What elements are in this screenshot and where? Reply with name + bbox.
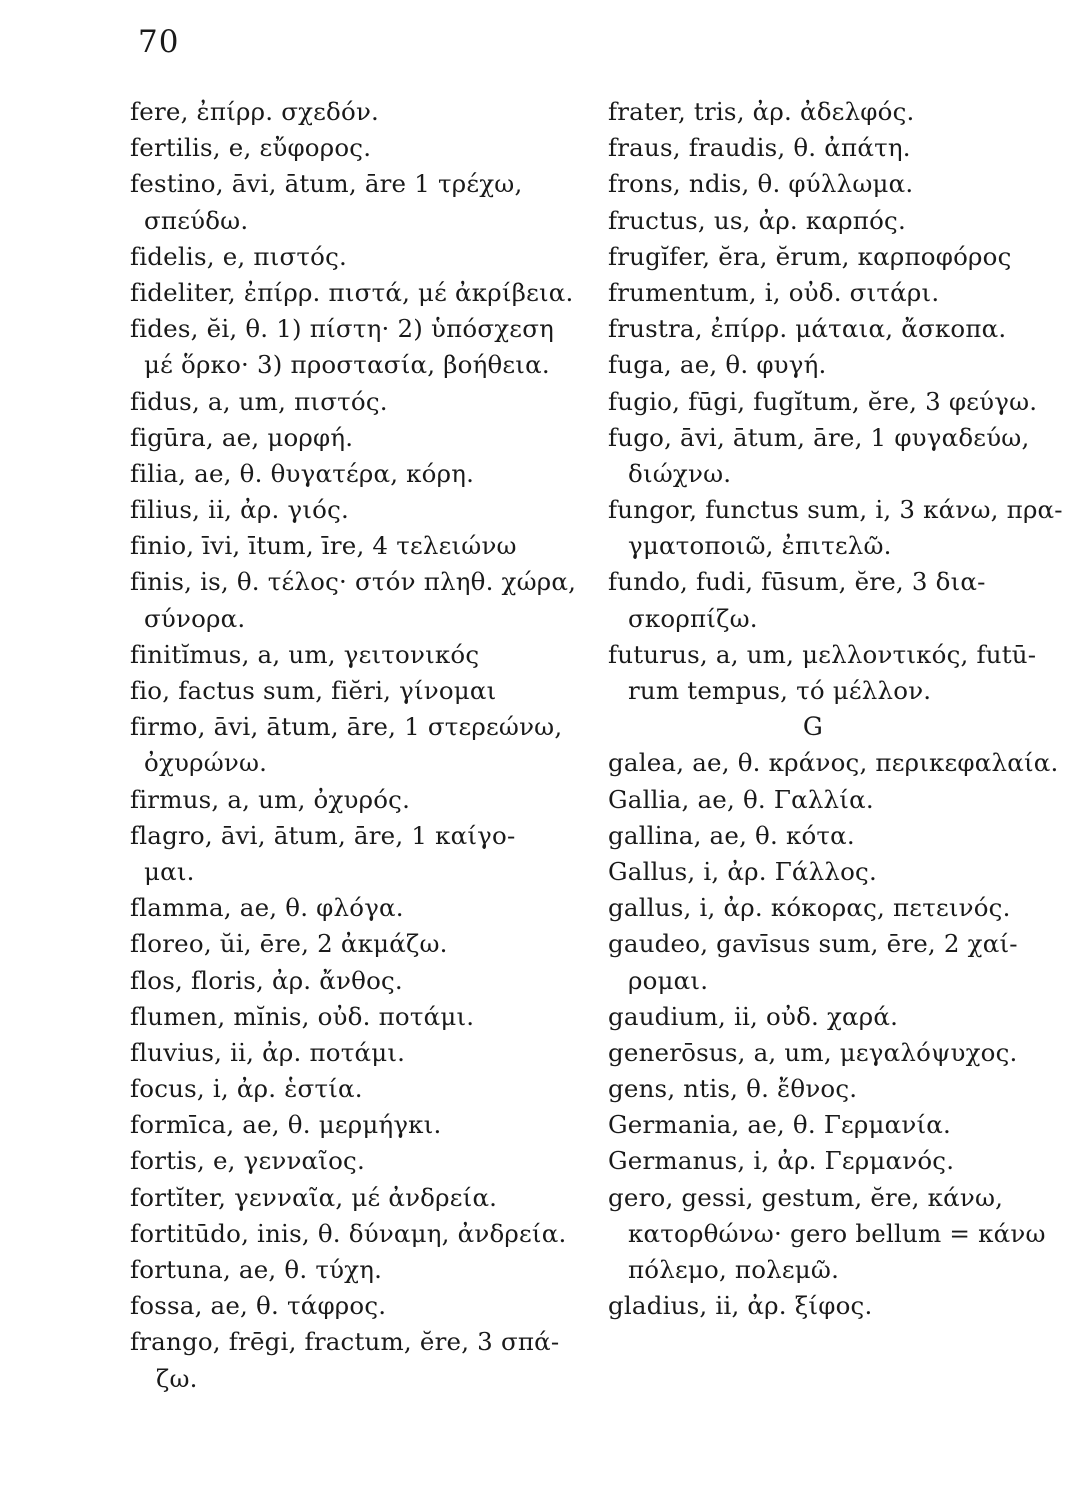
entry-continuation: rum tempus, τό μέλλον.: [628, 676, 932, 705]
entry-line: focus, i, ἀρ. ἑστία.: [130, 1074, 363, 1104]
entry-continuation: γματοποιῶ, ἐπιτελῶ.: [628, 531, 892, 561]
entry-continuation: μέ ὅρκο· 3) προστασία, βοήθεια.: [144, 350, 550, 380]
entry-line: fortis, e, γενναῖος.: [130, 1146, 365, 1176]
entry-line: fides, ĕi, θ. 1) πίστη· 2) ὑπόσχεση: [130, 314, 554, 344]
entry-line: flagro, āvi, ātum, āre, 1 καίγο-: [130, 820, 516, 850]
entry-line: gladius, ii, ἀρ. ξίφος.: [608, 1291, 873, 1321]
entry-line: firmus, a, um, ὀχυρός.: [130, 784, 411, 814]
entry-line: fortuna, ae, θ. τύχη.: [130, 1255, 383, 1284]
entry-line: festino, āvi, ātum, āre 1 τρέχω,: [130, 169, 523, 199]
entry-line: fungor, functus sum, i, 3 κάνω, πρα-: [608, 495, 1063, 525]
entry-line: fideliter, ἐπίρρ. πιστά, μέ ἀκρίβεια.: [130, 277, 574, 307]
entry-line: fossa, ae, θ. τάφρος.: [130, 1291, 387, 1321]
entry-line: fraus, fraudis, θ. ἀπάτη.: [608, 133, 911, 163]
entry-continuation: μαι.: [144, 856, 195, 886]
right-column: [608, 94, 1063, 1324]
entry-line: fidelis, e, πιστός.: [130, 241, 348, 271]
section-heading-letter: G: [802, 712, 824, 742]
entry-line: flos, floris, ἀρ. ἄνθος.: [130, 965, 403, 995]
page-number: 70: [138, 24, 180, 60]
entry-line: Germanus, i, ἀρ. Γερμανός.: [608, 1146, 955, 1176]
entry-continuation: ὀχυρώνω.: [144, 748, 268, 778]
entry-line: fugio, fūgi, fugĭtum, ĕre, 3 φεύγω.: [608, 386, 1038, 416]
entry-line: flamma, ae, θ. φλόγα.: [130, 893, 404, 923]
entry-line: fio, factus sum, fiĕri, γίνομαι: [130, 676, 497, 705]
entry-line: fundo, fudi, fūsum, ĕre, 3 δια-: [608, 567, 986, 597]
entry-line: Germania, ae, θ. Γερμανία.: [608, 1110, 952, 1140]
entry-line: gero, gessi, gestum, ĕre, κάνω,: [608, 1182, 1004, 1212]
left-column: [130, 94, 577, 1397]
entry-continuation: κατορθώνω· gero bellum = κάνω: [628, 1218, 1046, 1248]
entry-line: firmo, āvi, ātum, āre, 1 στερεώνω,: [130, 712, 563, 742]
entry-line: finitĭmus, a, um, γειτονικός: [130, 639, 480, 669]
entry-line: futurus, a, um, μελλοντικός, futū-: [608, 639, 1037, 669]
entry-line: fructus, us, ἀρ. καρπός.: [608, 205, 906, 235]
entry-line: galea, ae, θ. κράνος, περικεφαλαία.: [608, 748, 1059, 778]
entry-line: filius, ii, ἀρ. γιός.: [130, 495, 349, 525]
entry-line: fugo, āvi, ātum, āre, 1 φυγαδεύω,: [608, 422, 1030, 452]
entry-line: gallina, ae, θ. κότα.: [608, 820, 855, 850]
entry-line: formīca, ae, θ. μερμήγκι.: [130, 1110, 442, 1140]
entry-line: frustra, ἐπίρρ. μάταια, ἄσκοπα.: [608, 314, 1007, 344]
entry-line: Gallus, i, ἀρ. Γάλλος.: [608, 856, 877, 886]
entry-line: flumen, mĭnis, οὐδ. ποτάμι.: [130, 1001, 475, 1031]
entry-line: finis, is, θ. τέλος· στόν πληθ. χώρα,: [130, 567, 577, 597]
entry-continuation: σπεύδω.: [144, 205, 249, 235]
entry-continuation: σκορπίζω.: [628, 603, 758, 633]
entry-line: figūra, ae, μορφή.: [130, 422, 354, 452]
entry-line: floreo, ŭi, ēre, 2 ἀκμάζω.: [130, 929, 448, 959]
entry-continuation: ζω.: [156, 1363, 198, 1393]
entry-line: gallus, i, ἀρ. κόκορας, πετεινός.: [608, 893, 1011, 923]
entry-continuation: διώχνω.: [628, 458, 732, 488]
entry-continuation: σύνορα.: [144, 603, 246, 633]
entry-line: gens, ntis, θ. ἔθνος.: [608, 1074, 858, 1104]
entry-continuation: πόλεμο, πολεμῶ.: [628, 1255, 840, 1284]
entry-line: fere, ἐπίρρ. σχεδόν.: [130, 97, 380, 126]
entry-line: fortitūdo, inis, θ. δύναμη, ἀνδρεία.: [130, 1218, 567, 1248]
entry-line: filia, ae, θ. θυγατέρα, κόρη.: [130, 458, 475, 488]
entry-line: fidus, a, um, πιστός.: [130, 386, 388, 416]
entry-line: fertilis, e, εὔφορος.: [130, 133, 372, 163]
entry-line: frater, tris, ἀρ. ἀδελφός.: [608, 97, 915, 126]
entry-line: fuga, ae, θ. φυγή.: [608, 350, 827, 380]
entry-line: frugĭfer, ĕra, ĕrum, καρποφόρος: [608, 241, 1012, 271]
entry-line: frango, frēgi, fractum, ĕre, 3 σπά-: [130, 1327, 560, 1357]
entry-line: fluvius, ii, ἀρ. ποτάμι.: [130, 1037, 406, 1067]
entry-line: gaudeo, gavīsus sum, ēre, 2 χαί-: [608, 929, 1018, 959]
entry-line: fortĭter, γενναῖα, μέ ἀνδρεία.: [130, 1182, 498, 1212]
entry-continuation: ρομαι.: [628, 965, 709, 995]
entry-line: gaudium, ii, οὐδ. χαρά.: [608, 1001, 899, 1031]
entry-line: frumentum, i, οὐδ. σιτάρι.: [608, 277, 940, 307]
entry-line: finio, īvi, ītum, īre, 4 τελειώνω: [130, 531, 517, 561]
entry-line: generōsus, a, um, μεγαλόψυχος.: [608, 1037, 1018, 1067]
entry-line: frons, ndis, θ. φύλλωμα.: [608, 169, 914, 199]
entry-line: Gallia, ae, θ. Γαλλία.: [608, 784, 874, 814]
